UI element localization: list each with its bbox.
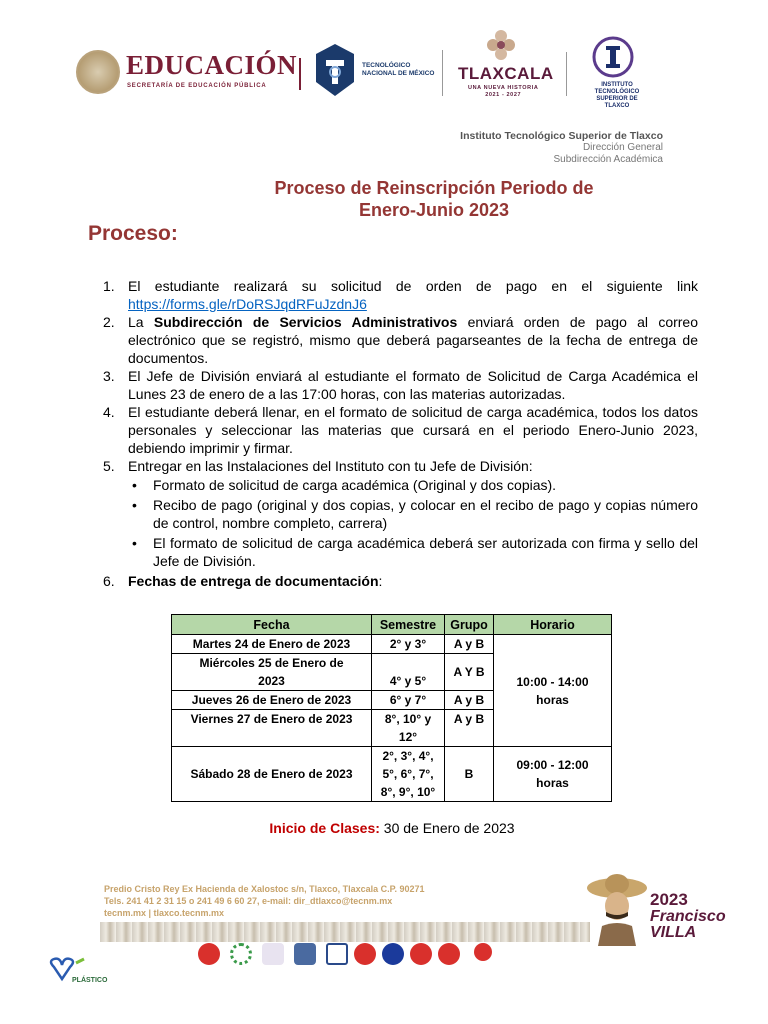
bullet-item xyxy=(103,534,698,570)
header-logos xyxy=(0,28,768,128)
fecha-line2: 2023 xyxy=(258,674,285,688)
itst-line1: INSTITUTO TECNOLÓGICO xyxy=(594,82,640,95)
caceca-badge-icon xyxy=(294,943,316,965)
cell-horario xyxy=(494,747,612,802)
step-number: 2. xyxy=(103,314,115,330)
bullet-text: El formato de solicitud de carga académica deberá ser autorizada con firma y sello del Jefe de División. xyxy=(153,535,698,569)
divider xyxy=(299,58,301,90)
footer-contact xyxy=(104,883,424,919)
tlaxcala-sub xyxy=(468,85,538,99)
tecnm-line1: TECNOLÓGICO xyxy=(362,62,411,69)
step-number: 1. xyxy=(103,278,115,294)
document-title xyxy=(0,177,768,221)
step-number: 6. xyxy=(103,573,115,589)
class-start-date: 30 de Enero de 2023 xyxy=(379,820,515,836)
fecha-line1: Miércoles 25 de Enero de xyxy=(199,656,344,670)
header-grupo: Grupo xyxy=(445,615,494,635)
step-4 xyxy=(103,403,698,457)
inr-badge-icon xyxy=(438,943,460,965)
header-semestre: Semestre xyxy=(372,615,445,635)
green-badge-icon xyxy=(230,943,252,965)
sin-plastico-logo-icon xyxy=(46,957,108,991)
tlaxcala-name: TLAXCALA xyxy=(458,64,554,83)
plastic-label: PLÁSTICO xyxy=(72,977,108,984)
step-text-pre: La xyxy=(128,314,154,330)
step-number: 5. xyxy=(103,458,115,474)
horario-time: 09:00 - 12:00 xyxy=(516,758,589,772)
semestre-line1: 2°, 3°, 4°, xyxy=(382,749,434,763)
cell-grupo: A y B xyxy=(445,635,494,654)
table-row xyxy=(172,747,612,802)
tecnm-logo-icon xyxy=(312,42,358,98)
villa-name-line2: VILLA xyxy=(650,924,697,941)
bullet-text: Recibo de pago (original y dos copias, y colocar en el recibo de pago y copias número de control, nombre completo, carrera) xyxy=(153,497,698,531)
bullet-item xyxy=(103,476,698,494)
cell-fecha xyxy=(172,654,372,691)
cell-semestre: 4° y 5° xyxy=(372,654,445,691)
tlaxcala-flower-icon xyxy=(484,28,518,62)
institution-line1: Dirección General xyxy=(582,142,663,153)
schedule-table xyxy=(171,614,612,802)
cell-grupo: A y B xyxy=(445,691,494,710)
cell-semestre xyxy=(372,710,445,747)
cell-semestre xyxy=(372,747,445,802)
step-number: 3. xyxy=(103,368,115,384)
step-5 xyxy=(103,457,698,475)
step-2 xyxy=(103,313,698,367)
tlaxcala-sub2: 2021 - 2027 xyxy=(485,92,522,98)
bullet-item xyxy=(103,496,698,532)
cell-fecha: Viernes 27 de Enero de 2023 xyxy=(172,710,372,747)
cert-badge-icon xyxy=(262,943,284,965)
horario-unit: horas xyxy=(536,776,569,790)
villa-name xyxy=(650,909,726,941)
cell-grupo: A y B xyxy=(445,710,494,747)
bullet-text: Formato de solicitud de carga académica (Original y dos copias). xyxy=(153,477,557,493)
footer-address: Predio Cristo Rey Ex Hacienda de Xalostoc s/n, Tlaxco, Tlaxcala C.P. 90271 xyxy=(104,884,425,894)
section-heading: Proceso: xyxy=(88,222,178,245)
step-text: El estudiante realizará su solicitud de orden de pago en el siguiente link xyxy=(128,278,698,294)
step-text: El estudiante deberá llenar, en el formato de solicitud de carga académica, todos los datos personales y seleccionar las materias que cursará en el periodo Enero-Junio 2023, debiendo imprimir y firmar. xyxy=(128,404,698,456)
header-horario: Horario xyxy=(494,615,612,635)
step-text: Entregar en las Instalaciones del Instituto con tu Jefe de División: xyxy=(128,458,533,474)
table-header-row xyxy=(172,615,612,635)
anfei-badge-icon xyxy=(326,943,348,965)
horario-unit: horas xyxy=(536,692,569,707)
cell-grupo: A Y B xyxy=(445,654,494,691)
step-1 xyxy=(103,277,698,313)
divider xyxy=(566,52,567,96)
bullet-icon: • xyxy=(132,477,137,493)
institution-name: Instituto Tecnológico Superior de Tlaxco xyxy=(460,130,663,142)
step-6 xyxy=(103,572,698,590)
header-fecha: Fecha xyxy=(172,615,372,635)
francisco-villa-portrait-icon xyxy=(586,872,648,946)
cell-semestre: 2° y 3° xyxy=(372,635,445,654)
divider xyxy=(442,50,443,96)
step-text-bold: Subdirección de Servicios Administrativos xyxy=(153,314,458,330)
title-line1: Proceso de Reinscripción Periodo de xyxy=(274,178,594,198)
institution-block xyxy=(460,130,663,166)
institution-line2: Subdirección Académica xyxy=(553,154,663,165)
semestre-line1: 8°, 10° y xyxy=(384,712,432,726)
cell-horario xyxy=(494,635,612,747)
cell-grupo: B xyxy=(445,747,494,802)
semestre-line2: 12° xyxy=(398,730,418,744)
semestre-line2: 5°, 6°, 7°, xyxy=(382,767,434,781)
cell-fecha: Sábado 28 de Enero de 2023 xyxy=(172,747,372,802)
cell-semestre: 6° y 7° xyxy=(372,691,445,710)
bullet-icon: • xyxy=(132,535,137,551)
step-text-post: : xyxy=(378,573,383,589)
step-3 xyxy=(103,367,698,403)
itst-line2: SUPERIOR DE TLAXCO xyxy=(596,96,638,109)
sep-subtitle: SECRETARÍA DE EDUCACIÓN PÚBLICA xyxy=(127,83,267,89)
step-text-bold: Fechas de entrega de documentación xyxy=(128,573,379,589)
blue-badge-icon xyxy=(382,943,404,965)
step-text-post: enviará orden de pago al correo electrónico que se registró, mismo que deberá pagarseantes de la fecha de entrega de documentos. xyxy=(128,314,699,366)
villa-name-line1: Francisco xyxy=(650,908,726,925)
table-row xyxy=(172,635,612,654)
process-list xyxy=(103,277,698,590)
horario-time: 10:00 - 14:00 xyxy=(516,674,589,689)
bullet-list xyxy=(103,476,698,570)
footer-decorative-band xyxy=(100,922,590,942)
tecnm-text xyxy=(362,62,434,78)
cell-fecha: Jueves 26 de Enero de 2023 xyxy=(172,691,372,710)
itst-text xyxy=(584,82,650,110)
form-link[interactable]: https://forms.gle/rDoRSJqdRFuJzdnJ6 xyxy=(128,296,367,312)
bullet-icon: • xyxy=(132,497,137,513)
conocer-badge-icon xyxy=(474,943,492,961)
class-start-label: Inicio de Clases: xyxy=(269,820,380,836)
inr-badge-icon xyxy=(354,943,376,965)
tlaxcala-sub1: UNA NUEVA HISTORIA xyxy=(468,85,539,91)
step-text: El Jefe de División enviará al estudiante el formato de Solicitud de Carga Académica el Lunes 23 de enero de a las 17:00 horas, con las materias autorizadas. xyxy=(128,368,698,402)
inr-badge-icon xyxy=(410,943,432,965)
nom-badge-icon xyxy=(198,943,220,965)
footer-phones: Tels. 241 41 2 31 15 o 241 49 6 60 27, e-mail: dir_dtlaxco@tecnm.mx xyxy=(104,896,393,906)
cell-fecha: Martes 24 de Enero de 2023 xyxy=(172,635,372,654)
itst-logo-icon xyxy=(592,36,634,78)
tecnm-line2: NACIONAL DE MÉXICO xyxy=(362,70,435,77)
title-line2: Enero-Junio 2023 xyxy=(358,200,510,220)
educacion-logo-text: EDUCACIÓN xyxy=(126,50,298,80)
step-number: 4. xyxy=(103,404,115,420)
semestre-line3: 8°, 9°, 10° xyxy=(380,785,436,799)
class-start xyxy=(0,820,768,836)
footer-web[interactable]: tecnm.mx | tlaxco.tecnm.mx xyxy=(104,908,225,918)
villa-year: 2023 xyxy=(650,890,688,909)
mexico-seal-icon xyxy=(76,50,120,94)
